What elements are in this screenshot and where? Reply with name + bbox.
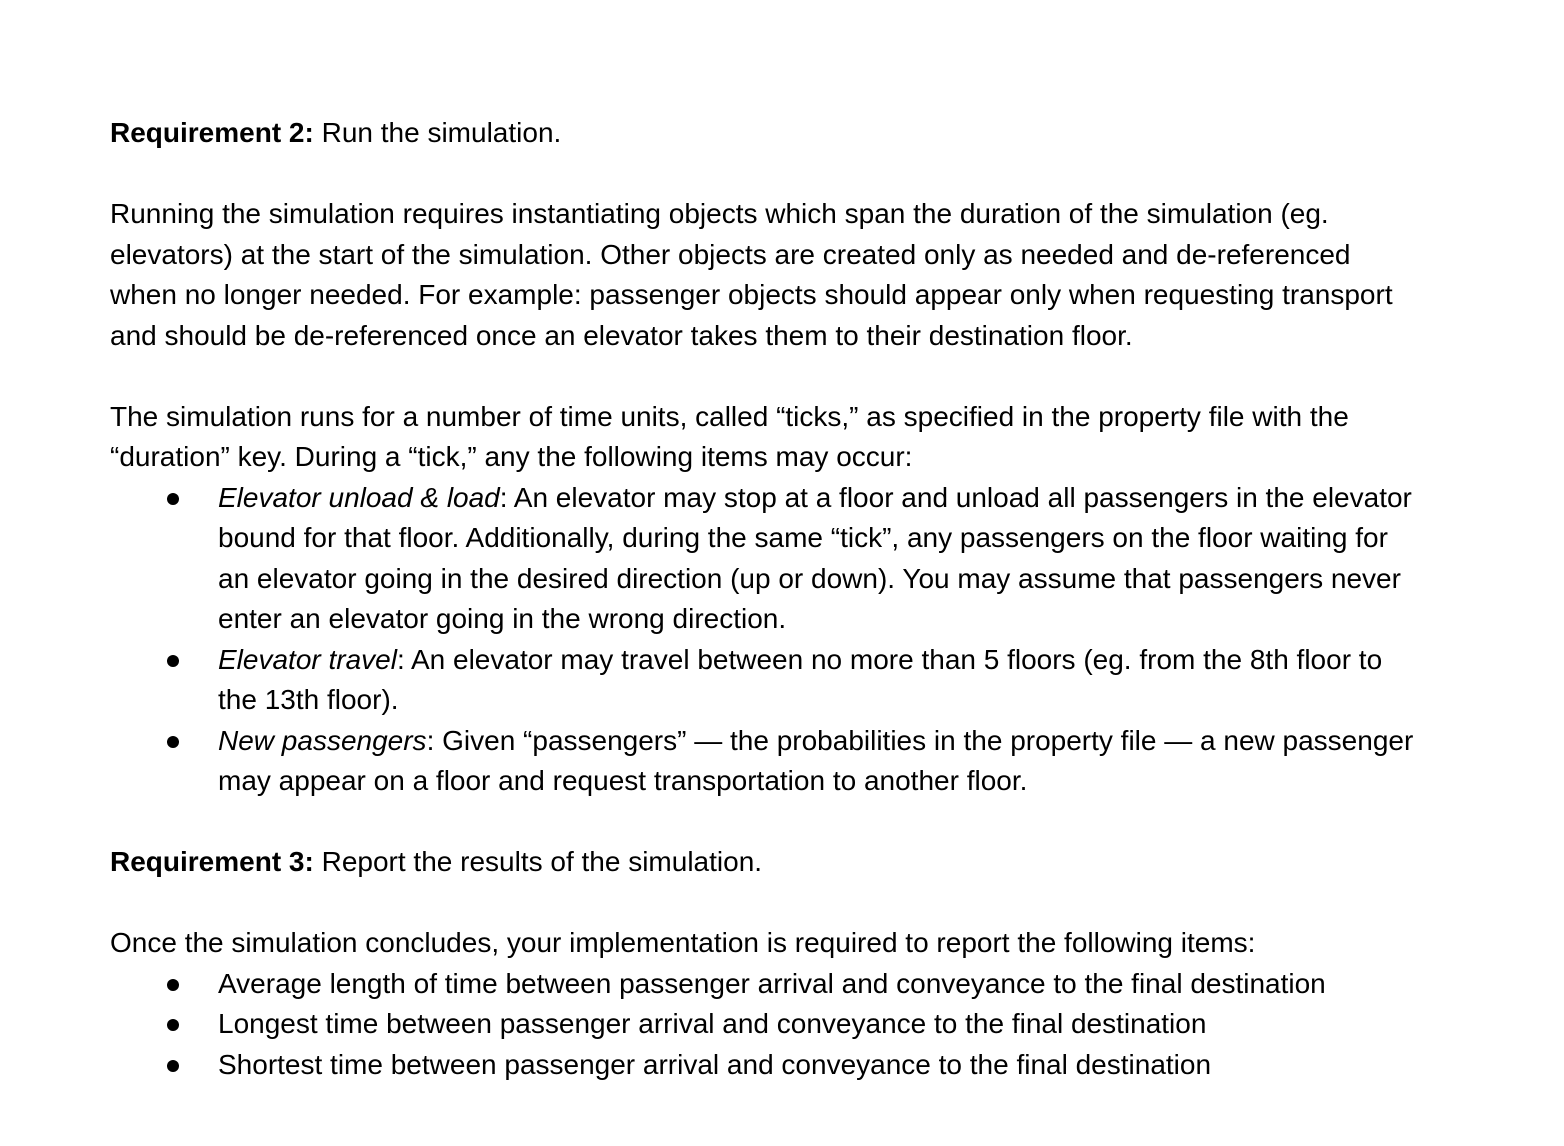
list-item-average-time — [110, 964, 1530, 1005]
list-item-first-line — [218, 721, 1530, 762]
requirement-3-label: Requirement 3: — [110, 846, 314, 877]
list-item-line: an elevator going in the desired direction (up or down). You may assume that passengers never — [218, 562, 1401, 594]
requirement-2-heading — [110, 113, 1530, 154]
list-item-shortest-time — [110, 1045, 1530, 1086]
paragraph-line: when no longer needed. For example: passenger objects should appear only when requesting transport — [110, 279, 1393, 310]
paragraph-line: Running the simulation requires instantiating objects which span the duration of the simulation (eg. — [110, 198, 1329, 229]
requirement-2-label: Requirement 2: — [110, 117, 314, 148]
list-item-longest-time — [110, 1004, 1530, 1045]
paragraph-line: “duration” key. During a “tick,” any the following items may occur: — [110, 441, 913, 472]
spacer — [110, 883, 1530, 924]
list-item-text: : An elevator may travel between no more than 5 floors (eg. from the 8th floor to — [396, 643, 1383, 675]
list-item-line: may appear on a floor and request transportation to another floor. — [218, 765, 1028, 796]
list-item-term: Elevator travel — [218, 643, 397, 675]
requirement-3-heading — [110, 842, 1530, 883]
list-item-text: : An elevator may stop at a floor and unload all passengers in the elevator — [499, 481, 1412, 513]
list-item-text: Shortest time between passenger arrival and conveyance to the final destination — [218, 1048, 1212, 1080]
requirement-3-text: Report the results of the simulation. — [313, 846, 763, 877]
paragraph-line: The simulation runs for a number of time units, called “ticks,” as specified in the property file with the — [110, 400, 1349, 432]
list-item-text: Average length of time between passenger arrival and conveyance to the final destination — [218, 967, 1326, 999]
list-item-line: bound for that floor. Additionally, during the same “tick”, any passengers on the floor waiting for — [218, 522, 1388, 553]
paragraph-line: and should be de-referenced once an elevator takes them to their destination floor. — [110, 319, 1133, 351]
paragraph-objects — [110, 194, 1530, 356]
list-item-elevator-travel — [110, 640, 1530, 721]
list-item-first-line — [218, 478, 1530, 519]
report-items-list — [110, 964, 1530, 1086]
requirement-2-text: Run the simulation. — [313, 117, 562, 148]
paragraph-line: elevators) at the start of the simulation. Other objects are created only as needed and de-referenced — [110, 238, 1351, 270]
list-item-text: : Given “passengers” — the probabilities in the property file — a new passenger — [426, 724, 1414, 756]
list-item-term: New passengers — [218, 724, 427, 756]
tick-items-list — [110, 478, 1530, 802]
spacer — [110, 356, 1530, 397]
paragraph-report: Once the simulation concludes, your implementation is required to report the following items: — [110, 927, 1256, 958]
list-item-text: Longest time between passenger arrival and conveyance to the final destination — [218, 1008, 1207, 1039]
list-item-elevator-unload-load — [110, 478, 1530, 640]
list-item-term: Elevator unload & load — [218, 481, 500, 513]
paragraph-ticks — [110, 397, 1530, 478]
list-item-line: enter an elevator going in the wrong direction. — [218, 603, 787, 634]
document-page — [110, 113, 1530, 1085]
list-item-first-line — [218, 640, 1530, 681]
spacer — [110, 802, 1530, 843]
spacer — [110, 154, 1530, 195]
list-item-line: the 13th floor). — [218, 684, 399, 715]
list-item-new-passengers — [110, 721, 1530, 802]
